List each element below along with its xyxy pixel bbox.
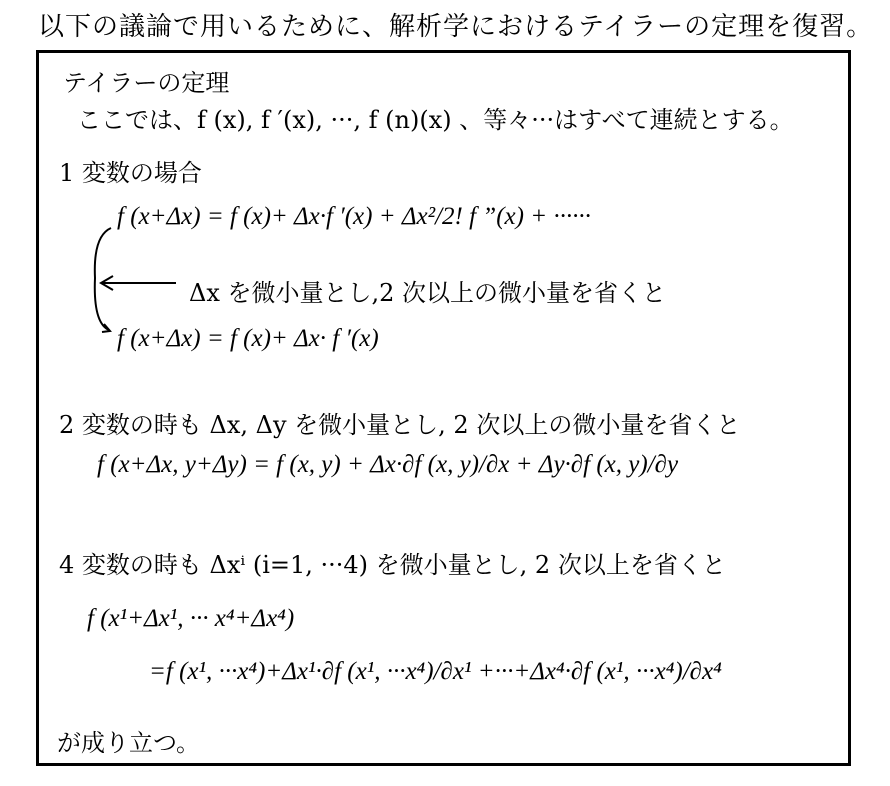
one-variable-expansion: f (x+Δx) = f (x)+ Δx·f ′(x) + Δx²/2! f ”(x) + ······ xyxy=(117,203,591,230)
continuity-note: ここでは、f (x), f ′(x), ···, f (n)(x) 、等々···はすべて連続とする。 xyxy=(77,106,794,134)
conclusion-text: が成り立つ。 xyxy=(57,729,201,757)
two-variable-formula: f (x+Δx, y+Δy) = f (x, y) + Δx·∂f (x, y)/∂x + Δy·∂f (x, y)/∂y xyxy=(97,451,679,478)
bracket-arrow-icon xyxy=(91,218,181,338)
taylor-theorem-box xyxy=(36,50,851,766)
box-title: テイラーの定理 xyxy=(63,69,230,97)
approximation-note: Δx を微小量とし,2 次以上の微小量を省くと xyxy=(189,279,667,307)
four-variable-condition: 4 変数の時も Δxⁱ (i=1, ···4) を微小量とし, 2 次以上を省くと xyxy=(59,551,726,579)
four-variable-rhs: =f (x¹, ···x⁴)+Δx¹·∂f (x¹, ···x⁴)/∂x¹ +···+Δx⁴·∂f (x¹, ···x⁴)/∂x⁴ xyxy=(149,658,722,685)
one-variable-heading: 1 変数の場合 xyxy=(59,159,202,187)
intro-text: 以下の議論で用いるために、解析学におけるテイラーの定理を復習。 xyxy=(38,12,874,42)
four-variable-lhs: f (x¹+Δx¹, ··· x⁴+Δx⁴) xyxy=(87,605,295,632)
one-variable-approx: f (x+Δx) = f (x)+ Δx· f ′(x) xyxy=(117,325,379,352)
two-variable-condition: 2 変数の時も Δx, Δy を微小量とし, 2 次以上の微小量を省くと xyxy=(59,411,741,439)
